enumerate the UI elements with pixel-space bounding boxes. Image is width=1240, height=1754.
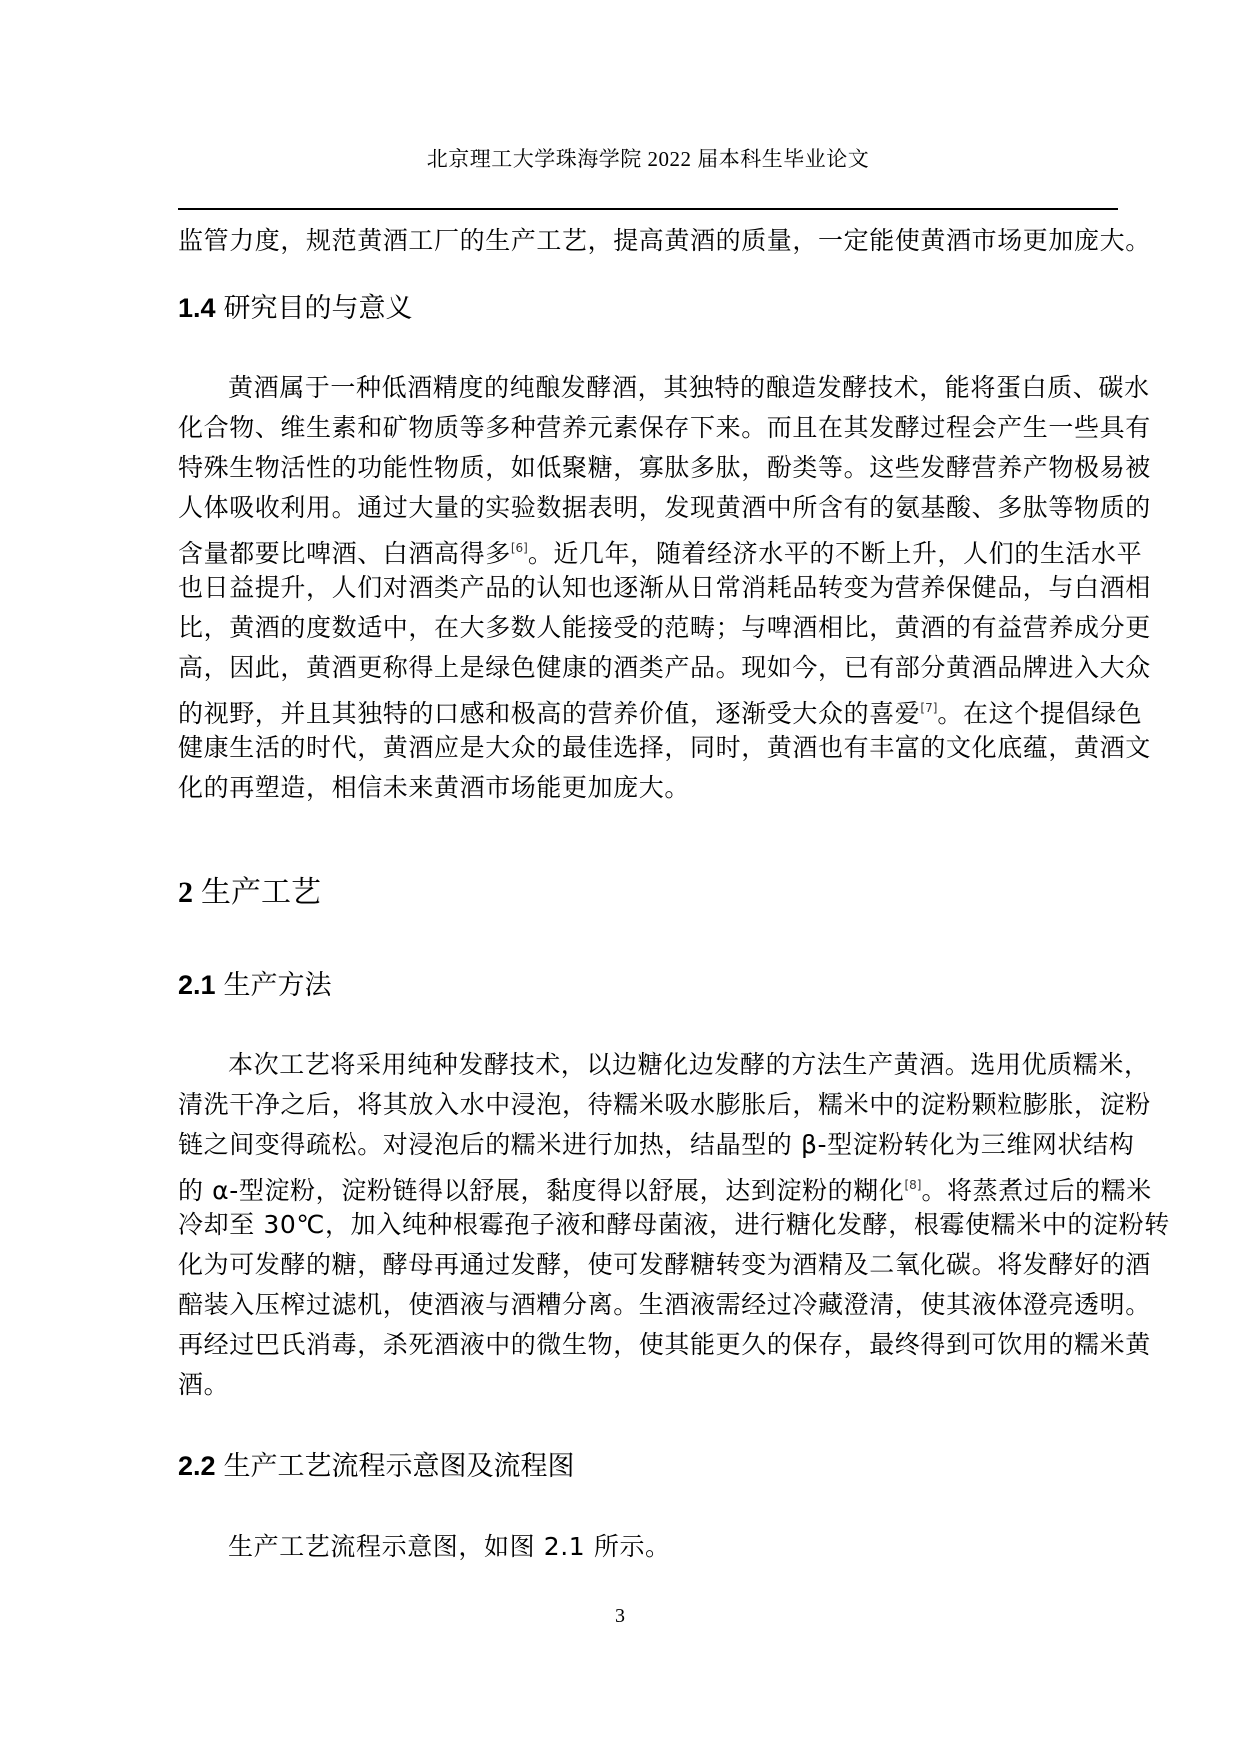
section-number: 2.1 bbox=[178, 970, 216, 1000]
text-run: 。近几年，随着经济水平的不断上升，人们的生活水平 bbox=[527, 539, 1143, 568]
paragraph-line: 比，黄酒的度数适中，在大多数人能接受的范畴；与啤酒相比，黄酒的有益营养成分更 bbox=[178, 613, 1151, 642]
citation-6[interactable]: [6] bbox=[510, 541, 528, 555]
text-run: 。在这个提倡绿色 bbox=[937, 699, 1143, 728]
text-run: 含量都要比啤酒、白酒高得多 bbox=[178, 539, 511, 568]
paragraph-line: 冷却至 30℃，加入纯种根霉孢子液和酵母菌液，进行糖化发酵，根霉使糯米中的淀粉转 bbox=[178, 1210, 1170, 1239]
chapter-title: 生产工艺 bbox=[201, 875, 321, 910]
section-number: 2.2 bbox=[178, 1451, 216, 1481]
paragraph-line: 高，因此，黄酒更称得上是绿色健康的酒类产品。现如今，已有部分黄酒品牌进入大众 bbox=[178, 653, 1151, 682]
paragraph-line: 特殊生物活性的功能性物质，如低聚糖，寡肽多肽，酚类等。这些发酵营养产物极易被 bbox=[178, 453, 1151, 482]
section-title: 生产工艺流程示意图及流程图 bbox=[223, 1451, 575, 1482]
paragraph-line: 健康生活的时代，黄酒应是大众的最佳选择，同时，黄酒也有丰富的文化底蕴，黄酒文 bbox=[178, 733, 1151, 762]
text-run: 的 α-型淀粉，淀粉链得以舒展，黏度得以舒展，达到淀粉的糊化 bbox=[178, 1176, 905, 1205]
section-heading-2-2 bbox=[178, 1446, 575, 1487]
paragraph-line: 也日益提升，人们对酒类产品的认知也逐渐从日常消耗品转变为营养保健品，与白酒相 bbox=[178, 573, 1151, 602]
chapter-number: 2 bbox=[178, 876, 193, 909]
header-divider bbox=[178, 208, 1118, 210]
text-run: 的视野，并且其独特的口感和极高的营养价值，逐渐受大众的喜爱 bbox=[178, 699, 921, 728]
paragraph-line: 再经过巴氏消毒，杀死酒液中的微生物，使其能更久的保存，最终得到可饮用的糯米黄 bbox=[178, 1330, 1151, 1359]
paragraph-line: 人体吸收利用。通过大量的实验数据表明，发现黄酒中所含有的氨基酸、多肽等物质的 bbox=[178, 493, 1151, 522]
section-title: 研究目的与意义 bbox=[223, 293, 413, 324]
paragraph-line: 化的再塑造，相信未来黄酒市场能更加庞大。 bbox=[178, 773, 691, 802]
continuation-line: 监管力度，规范黄酒工厂的生产工艺，提高黄酒的质量，一定能使黄酒市场更加庞大。 bbox=[178, 226, 1151, 255]
text-run: 。将蒸煮过后的糯米 bbox=[921, 1176, 1152, 1205]
section-heading-2-1 bbox=[178, 965, 332, 1006]
running-header: 北京理工大学珠海学院 2022 届本科生毕业论文 bbox=[426, 147, 870, 171]
paragraph-line: 清洗干净之后，将其放入水中浸泡，待糯米吸水膨胀后，糯米中的淀粉颗粒膨胀，淀粉 bbox=[178, 1090, 1151, 1119]
paragraph-line: 化为可发酵的糖，酵母再通过发酵，使可发酵糖转变为酒精及二氧化碳。将发酵好的酒 bbox=[178, 1250, 1151, 1279]
paragraph-line: 生产工艺流程示意图，如图 2.1 所示。 bbox=[228, 1532, 671, 1561]
paragraph-line: 黄酒属于一种低酒精度的纯酿发酵酒，其独特的酿造发酵技术，能将蛋白质、碳水 bbox=[228, 373, 1150, 402]
citation-7[interactable]: [7] bbox=[920, 701, 938, 715]
section-heading-1-4 bbox=[178, 288, 413, 329]
paragraph-line: 链之间变得疏松。对浸泡后的糯米进行加热，结晶型的 β-型淀粉转化为三维网状结构 bbox=[178, 1130, 1135, 1159]
paragraph-line: 醅装入压榨过滤机，使酒液与酒糟分离。生酒液需经过冷藏澄清，使其液体澄亮透明。 bbox=[178, 1290, 1151, 1319]
chapter-heading-2 bbox=[178, 873, 321, 913]
citation-8[interactable]: [8] bbox=[904, 1178, 922, 1192]
page-number: 3 bbox=[615, 1605, 625, 1627]
paragraph-line: 酒。 bbox=[178, 1370, 230, 1399]
section-number: 1.4 bbox=[178, 293, 216, 323]
paragraph-line: 化合物、维生素和矿物质等多种营养元素保存下来。而且在其发酵过程会产生一些具有 bbox=[178, 413, 1151, 442]
section-title: 生产方法 bbox=[223, 970, 332, 1001]
paragraph-line: 本次工艺将采用纯种发酵技术，以边糖化边发酵的方法生产黄酒。选用优质糯米， bbox=[228, 1050, 1150, 1079]
